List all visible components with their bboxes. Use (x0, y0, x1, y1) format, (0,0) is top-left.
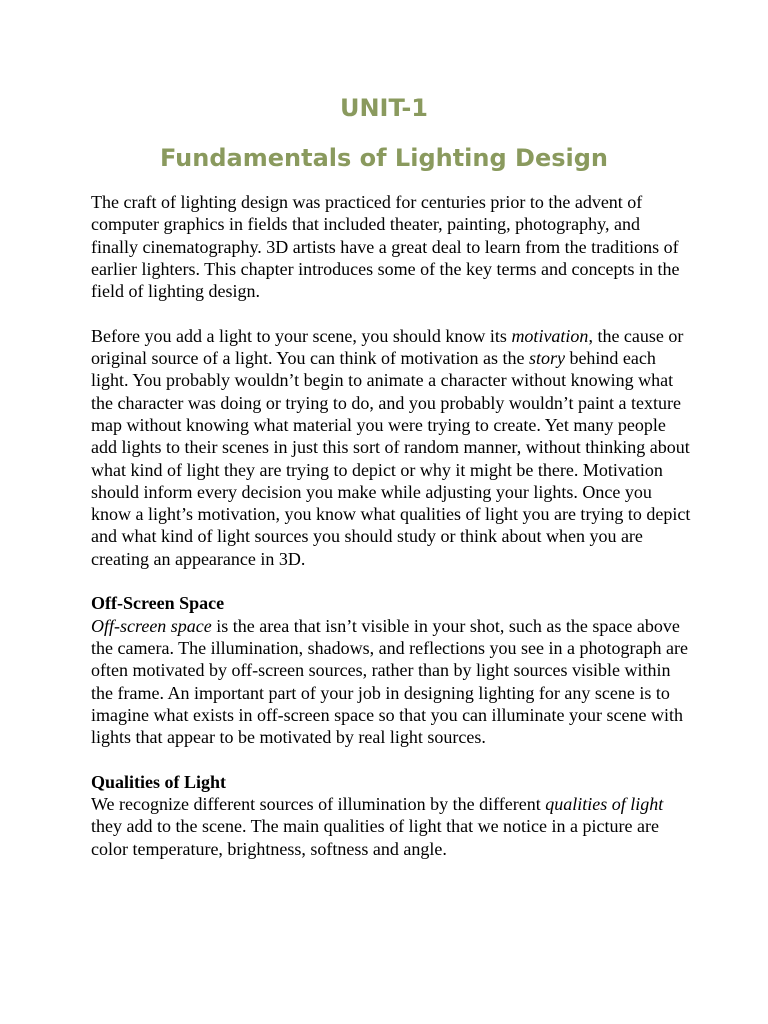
paragraph-spacer (91, 302, 691, 324)
motivation-text-part1: Before you add a light to your scene, you should know its (91, 325, 512, 346)
document-title: Fundamentals of Lighting Design (159, 144, 609, 172)
qualities-text-part1: We recognize different sources of illumination by the different (91, 794, 546, 815)
qualities-heading: Qualities of Light (91, 771, 227, 792)
qualities-paragraph (91, 793, 691, 860)
qualities-term: qualities of light (545, 794, 664, 815)
paragraph-spacer (91, 570, 691, 592)
motivation-text-part2: , the cause or original source of a light. You can think of motivation as the (91, 325, 684, 369)
offscreen-term: Off-screen space (91, 615, 212, 636)
offscreen-paragraph (91, 615, 691, 749)
document-body (91, 191, 691, 860)
intro-paragraph: The craft of lighting design was practiced for centuries prior to the advent of computer graphics in fields that included theater, painting, photography, and finally cinematography. 3D artists have a great deal to learn from the traditions of earlier lighters. This chapter introduces some of the key terms and concepts in the field of lighting design. (91, 192, 680, 302)
story-term: story (528, 348, 565, 369)
unit-heading: UNIT-1 (339, 94, 428, 122)
qualities-text-part2: they add to the scene. The main qualities of light that we notice in a picture are color temperature, brightness, softness and angle. (91, 816, 659, 859)
motivation-paragraph (91, 325, 691, 570)
motivation-text-part3: behind each light. You probably wouldn’t begin to animate a character without knowing what the character was doing or trying to do, and you probably wouldn’t paint a texture map without knowing what material you were trying to create. Yet many people add lights to their scenes in just this sort of random manner, without thinking about what kind of light they are trying to depict or why it might be there. Motivation should inform every decision you make while adjusting your lights. Once you know a light’s motivation, you know what qualities of light you are trying to depict and what kind of light sources you should study or think about when you are creating an appearance in 3D. (91, 348, 691, 569)
paragraph-spacer (91, 748, 691, 770)
motivation-term: motivation (511, 325, 589, 346)
offscreen-heading: Off-Screen Space (91, 593, 225, 614)
offscreen-text: is the area that isn’t visible in your shot, such as the space above the camera. The illumination, shadows, and reflections you see in a photograph are often motivated by off-screen sources, rather than by light sources visible within the frame. An important part of your job in designing lighting for any scene is to imagine what exists in off-screen space so that you can illuminate your scene with lights that appear to be motivated by real light sources. (91, 615, 688, 748)
